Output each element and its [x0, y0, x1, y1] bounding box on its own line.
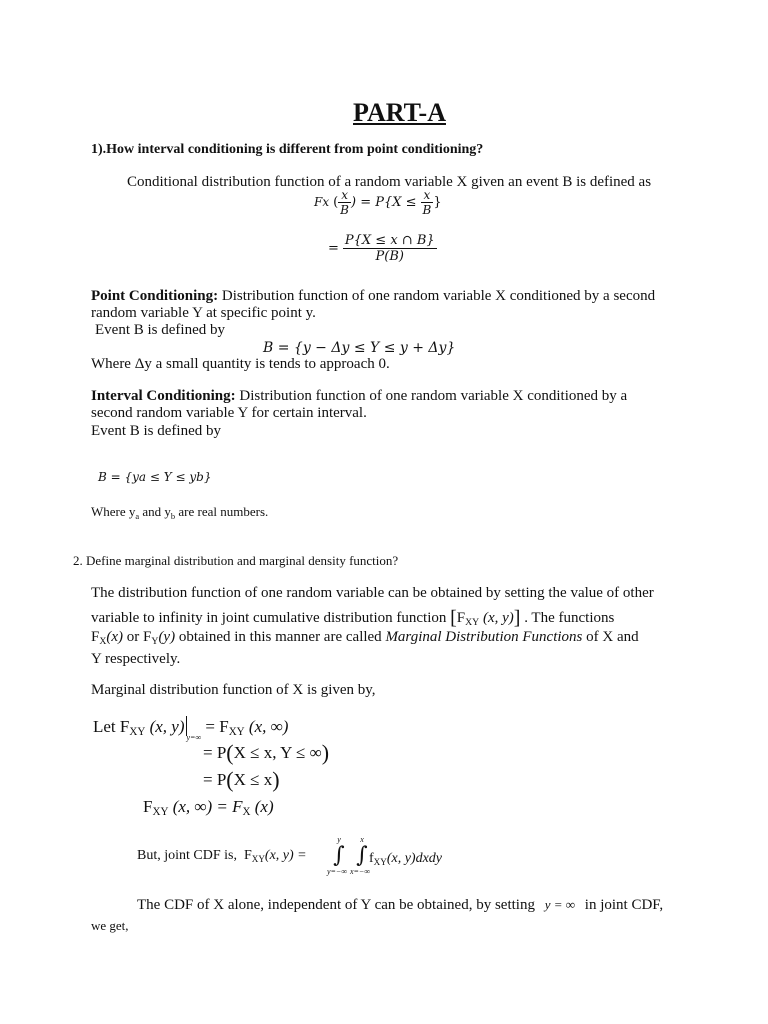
eq1-close: } — [433, 195, 442, 211]
point-where-text: Where Δy a small quantity is tends to approach 0. — [91, 356, 390, 372]
q1-intro: Conditional distribution function of a random variable X given an event B is defined as — [127, 174, 652, 190]
point-conditioning-label: Point Conditioning: — [91, 288, 219, 304]
interval-conditioning-line-1 — [91, 388, 627, 405]
point-conditioning-line-1 — [91, 288, 655, 305]
question-1-heading: 1).How interval conditioning is different from point conditioning? — [91, 142, 484, 157]
derivation-line-2: = P(X ≤ x, Y ≤ ∞) — [203, 740, 330, 765]
eq1-fraction-2: $\frac{x}{B}$ — [422, 188, 432, 217]
point-event-equation: B = {y − Δy ≤ Y ≤ y + Δy} — [263, 340, 456, 356]
q2-paragraph-line-1: The distribution function of one random variable can be obtained by setting the value of other — [91, 585, 654, 601]
cdf-line-2: we get, — [91, 918, 129, 933]
derivation-line-4: $F_{XY}$ (x, ∞) = $F_X$ (x) — [143, 797, 274, 818]
q2-paragraph-line-2: variable to infinity in joint cumulative distribution function [$F_{XY}$ (x, y)] . The functions — [91, 607, 615, 629]
cdf-line-1: The CDF of X alone, independent of Y can be obtained, by setting y = ∞ in joint CDF, — [137, 897, 664, 913]
q2-marginal-intro: Marginal distribution function of X is given by, — [91, 682, 376, 698]
point-event-label: Event B is defined by — [95, 322, 225, 338]
interval-conditioning-text-1: Distribution function of one random variable X conditioned by a — [235, 388, 628, 404]
eq2-fraction: $\frac{P\{X \le x \cap B\}}{P(B)}$ — [344, 233, 435, 264]
joint-cdf-label: But, joint CDF is, — [137, 848, 237, 863]
interval-event-equation: B = {ya ≤ Y ≤ yb} — [98, 470, 212, 484]
derivation-line-1: Let $F_{XY}$ (x, $y)_{y=\infty} = F_{XY}$ (x, ∞) — [93, 717, 289, 742]
eq1-middle: ) = P{X ≤ — [351, 195, 417, 211]
integral-outer: y ∫ y=−∞ — [326, 835, 348, 876]
q2-paragraph-line-4: Y respectively. — [91, 651, 181, 667]
q2-paragraph-line-3: $F_X(x)$ or $F_Y(y)$ obtained in this manner are called Marginal Distribution Functions of X and — [91, 629, 639, 647]
integral-inner: x ∫ x=−∞ — [349, 835, 371, 876]
eq1-fraction-1: $\frac{x}{B}$ — [340, 188, 349, 217]
point-conditioning-text-1: Distribution function of one random variable X conditioned by a second — [218, 288, 656, 304]
equation-conditional-cdf: Fx ( $\frac{x}{B}$ ) = P{X ≤ $\frac{x}{B}$ } — [314, 188, 442, 217]
interval-conditioning-line-2: second random variable Y for certain interval. — [91, 405, 367, 421]
eq2-equals: = — [328, 241, 339, 257]
interval-event-label: Event B is defined by — [91, 423, 221, 439]
joint-cdf-equation: But, joint CDF is, $F_{XY}(x$, y) = — [137, 848, 307, 864]
question-2-heading: 2. Define marginal distribution and marginal density function? — [73, 553, 399, 568]
interval-where-text: Where $y_a$ and $y_b$ are real numbers. — [91, 504, 269, 521]
eq1-lhs: Fx — [314, 195, 330, 210]
point-conditioning-line-2: random variable Y at specific point y. — [91, 305, 316, 321]
equation-conditional-ratio — [328, 233, 437, 264]
page-title: PART-A — [353, 98, 446, 127]
interval-conditioning-label: Interval Conditioning: — [91, 388, 236, 404]
joint-pdf-integrand: $f_{XY}(x$, y)dxdy — [369, 851, 442, 867]
derivation-line-3: = P(X ≤ x) — [203, 767, 280, 792]
